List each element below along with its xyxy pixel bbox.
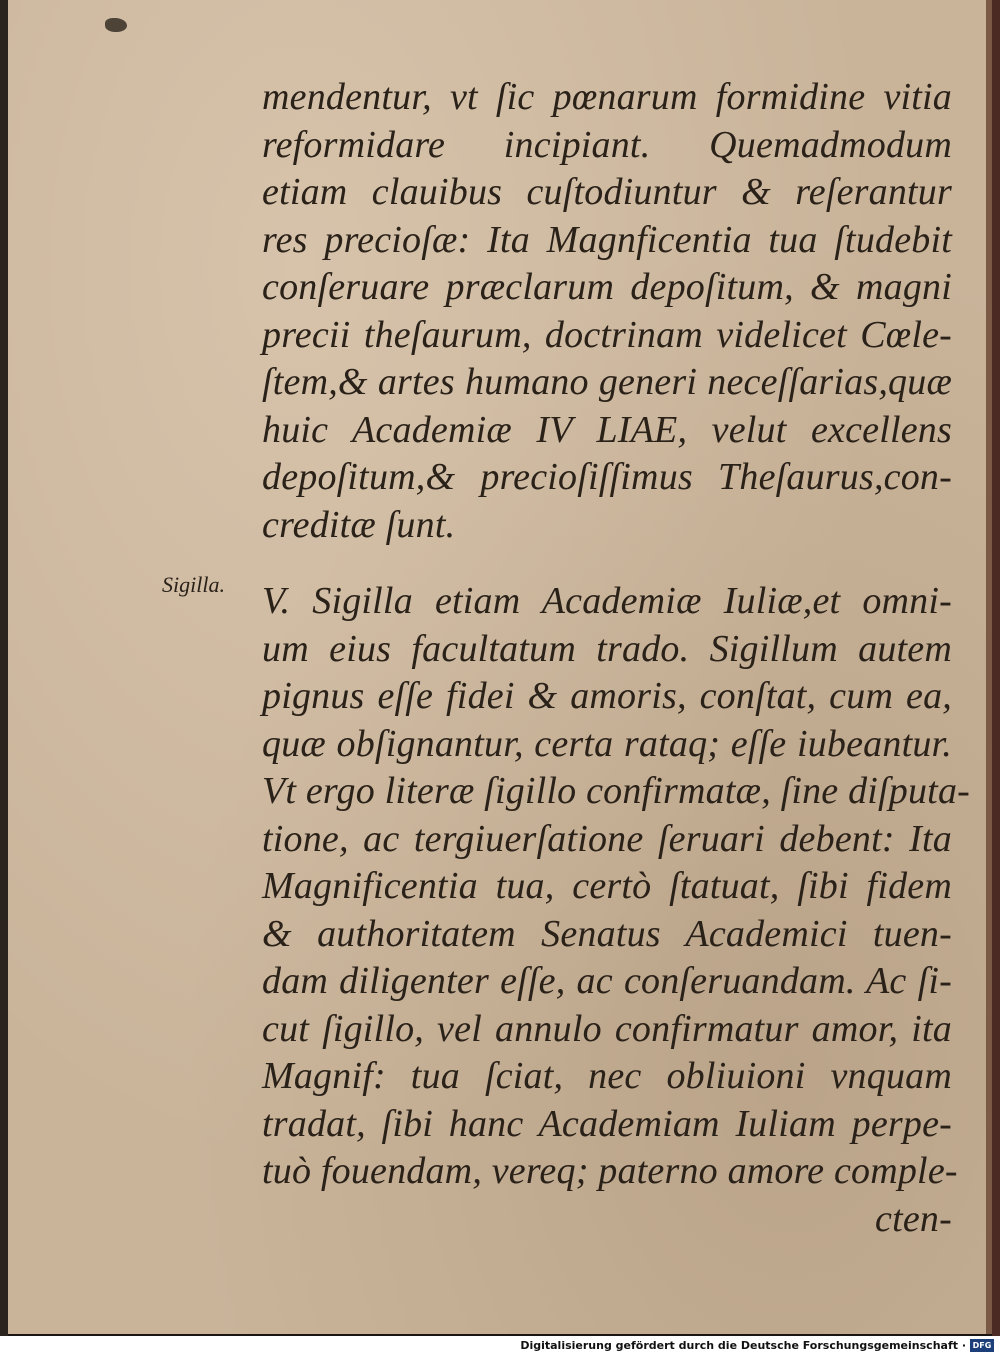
text-line: pignus eſſe fidei & amoris, conſtat, cum ea, xyxy=(262,675,952,717)
text-line: ſtem,& artes humano generi neceſſarias,quæ xyxy=(262,361,952,403)
text-line: um eius facultatum trado. Sigillum autem xyxy=(262,627,952,670)
text-line: quæ obſignantur, certa rataq; eſſe iubeantur. xyxy=(262,722,952,765)
ink-smudge xyxy=(105,18,127,32)
text-line: creditæ ſunt. xyxy=(262,503,456,546)
text-line: res precioſæ: Ita Magnficentia tua ſtudebit xyxy=(262,218,952,261)
text-line: & authoritatem Senatus Academici tuen- xyxy=(262,912,952,955)
text-line: tione, ac tergiuerſatione ſeruari debent: Ita xyxy=(262,817,952,860)
text-line: Magnificentia tua, certò ſtatuat, ſibi fidem xyxy=(262,865,952,907)
text-line: huic Academiæ IV LIAE, velut excellens xyxy=(262,408,952,451)
dfg-logo-icon[interactable]: DFG xyxy=(970,1339,994,1352)
funding-credit: Digitalisierung gefördert durch die Deutsche Forschungsgemeinschaft · xyxy=(520,1339,966,1352)
text-line: tradat, ſibi hanc Academiam Iuliam perpe- xyxy=(262,1102,952,1145)
text-line: Vt ergo literæ ſigillo confirmatæ, ſine diſputa- xyxy=(262,770,970,812)
text-line: V. Sigilla etiam Academiæ Iuliæ,et omni- xyxy=(262,580,952,622)
text-line: reformidare incipiant. Quemadmodum xyxy=(262,123,952,166)
text-line: cut ſigillo, vel annulo confirmatur amor, ita xyxy=(262,1007,952,1050)
text-line: dam diligenter eſſe, ac conſeruandam. Ac ſi- xyxy=(262,960,952,1002)
paragraph-2 xyxy=(262,578,970,1243)
margin-note: Sigilla. xyxy=(162,572,225,597)
text-line: etiam clauibus cuſtodiuntur & reſerantur xyxy=(262,171,952,213)
text-line: Magnif: tua ſciat, nec obliuioni vnquam xyxy=(262,1055,952,1097)
binding-edge xyxy=(0,0,8,1336)
text-line: tuò fouendam, vereq; paterno amore comple- xyxy=(262,1150,958,1192)
paragraph-1 xyxy=(262,74,952,549)
text-line: mendentur, vt ſic pœnarum formidine vitia xyxy=(262,76,952,118)
text-line: conſeruare præclarum depoſitum, & magni xyxy=(262,266,952,308)
page-edge xyxy=(992,0,1000,1336)
text-line: precii theſaurum, doctrinam videlicet Cœle- xyxy=(262,313,952,356)
catchword: cten- xyxy=(875,1197,952,1240)
footer-bar xyxy=(0,1336,1000,1356)
text-line: depoſitum,& precioſiſſimus Theſaurus,con- xyxy=(262,456,952,498)
